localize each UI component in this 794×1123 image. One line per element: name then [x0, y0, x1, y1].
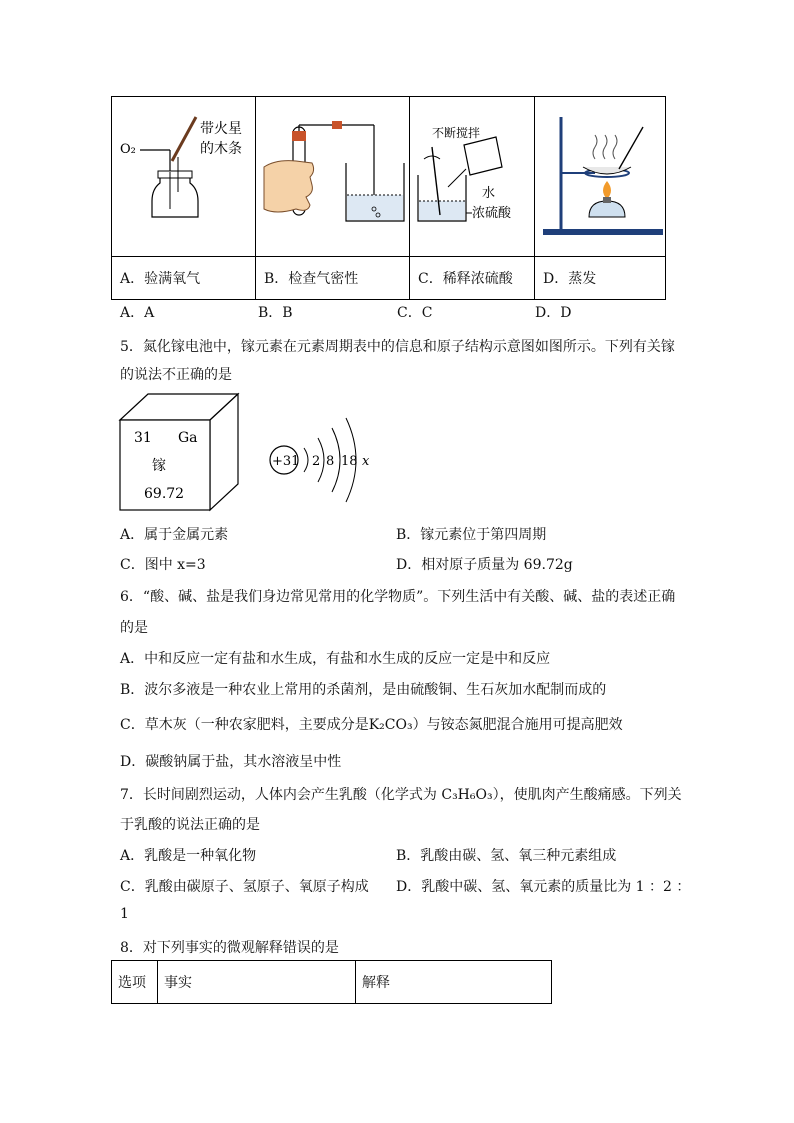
q7-stem-line1: 7．长时间剧烈运动，人体内会产生乳酸（化学式为 C₃H₆O₃），使肌肉产生酸痛感。下列关 [120, 787, 682, 803]
gallium-info-figure [118, 392, 380, 514]
q6-option-b[interactable]: B．波尔多液是一种农业上常用的杀菌剂，是由硫酸铜、生石灰加水配制而成的 [120, 682, 607, 698]
q5-stem-line1: 5．氮化镓电池中，镓元素在元素周期表中的信息和原子结构示意图如图所示。下列有关镓 [120, 339, 675, 355]
element-mass: 69.72 [144, 486, 185, 502]
q6-option-d[interactable]: D．碳酸钠属于盐，其水溶液呈中性 [120, 754, 342, 770]
oxygen-test-diagram-icon [112, 97, 255, 252]
q8-header-fact: 事实 [158, 961, 356, 1004]
q8-header-option: 选项 [112, 961, 158, 1004]
q6-stem-line1: 6．“酸、碱、盐是我们身边常见常用的化学物质”。下列生活中有关酸、碱、盐的表述正确 [120, 589, 676, 605]
q7-option-d[interactable]: D．乳酸中碳、氢、氧元素的质量比为 1 ：2 ： [396, 879, 691, 895]
shell-3: 18 [341, 454, 358, 469]
shell-1: 2 [312, 454, 321, 469]
q4-option-c[interactable]: C．C [397, 305, 433, 321]
q8-stem: 8．对下列事实的微观解释错误的是 [120, 940, 339, 956]
shell-2: 8 [326, 454, 335, 469]
caption-c: C．稀释浓硫酸 [410, 257, 535, 300]
q4-option-d[interactable]: D．D [535, 305, 572, 321]
q6-option-c[interactable]: C．草木灰（一种农家肥料，主要成分是K₂CO₃）与铵态氮肥混合施用可提高肥效 [120, 717, 623, 733]
svg-text:带火星: 带火星 [200, 121, 242, 137]
apparatus-cell-a [112, 97, 256, 257]
svg-text:水: 水 [482, 186, 496, 201]
q8-table [111, 960, 552, 1004]
q5-stem-line2: 的说法不正确的是 [120, 367, 232, 383]
apparatus-table [111, 96, 666, 300]
q5-option-a[interactable]: A．属于金属元素 [120, 527, 229, 543]
svg-text:不断搅拌: 不断搅拌 [432, 126, 481, 140]
q7-stem-line2: 于乳酸的说法正确的是 [120, 817, 260, 833]
caption-d: D．蒸发 [535, 257, 666, 300]
evaporation-diagram-icon [535, 97, 665, 252]
q7-option-b[interactable]: B．乳酸由碳、氢、氧三种元素组成 [396, 848, 617, 864]
svg-text:的木条: 的木条 [200, 141, 242, 157]
apparatus-cell-c [410, 97, 535, 257]
apparatus-cell-b [256, 97, 410, 257]
element-number: 31 [134, 430, 152, 446]
q4-option-a[interactable]: A．A [120, 305, 155, 321]
q7-option-d-continued: 1 [120, 906, 129, 922]
shell-4: x [362, 454, 370, 469]
apparatus-cell-d [535, 97, 666, 257]
q7-option-c[interactable]: C．乳酸由碳原子、氢原子、氧原子构成 [120, 879, 369, 895]
q8-header-explanation: 解释 [356, 961, 552, 1004]
svg-text:浓硫酸: 浓硫酸 [472, 206, 512, 221]
airtight-check-diagram-icon [256, 97, 409, 252]
q6-stem-line2: 的是 [120, 620, 148, 636]
svg-text:O₂: O₂ [120, 142, 136, 157]
q5-option-d[interactable]: D．相对原子质量为 69.72g [396, 557, 573, 573]
nucleus-charge: +31 [272, 454, 300, 469]
q7-option-a[interactable]: A．乳酸是一种氧化物 [120, 848, 257, 864]
dilute-acid-diagram-icon [410, 97, 534, 252]
element-name: 镓 [152, 458, 166, 474]
element-symbol: Ga [178, 430, 198, 446]
q4-option-b[interactable]: B．B [258, 305, 293, 321]
caption-a: A．验满氧气 [112, 257, 256, 300]
caption-b: B．检查气密性 [256, 257, 410, 300]
q5-option-b[interactable]: B．镓元素位于第四周期 [396, 527, 547, 543]
q6-option-a[interactable]: A．中和反应一定有盐和水生成，有盐和水生成的反应一定是中和反应 [120, 651, 551, 667]
q5-option-c[interactable]: C．图中 x=3 [120, 557, 206, 573]
